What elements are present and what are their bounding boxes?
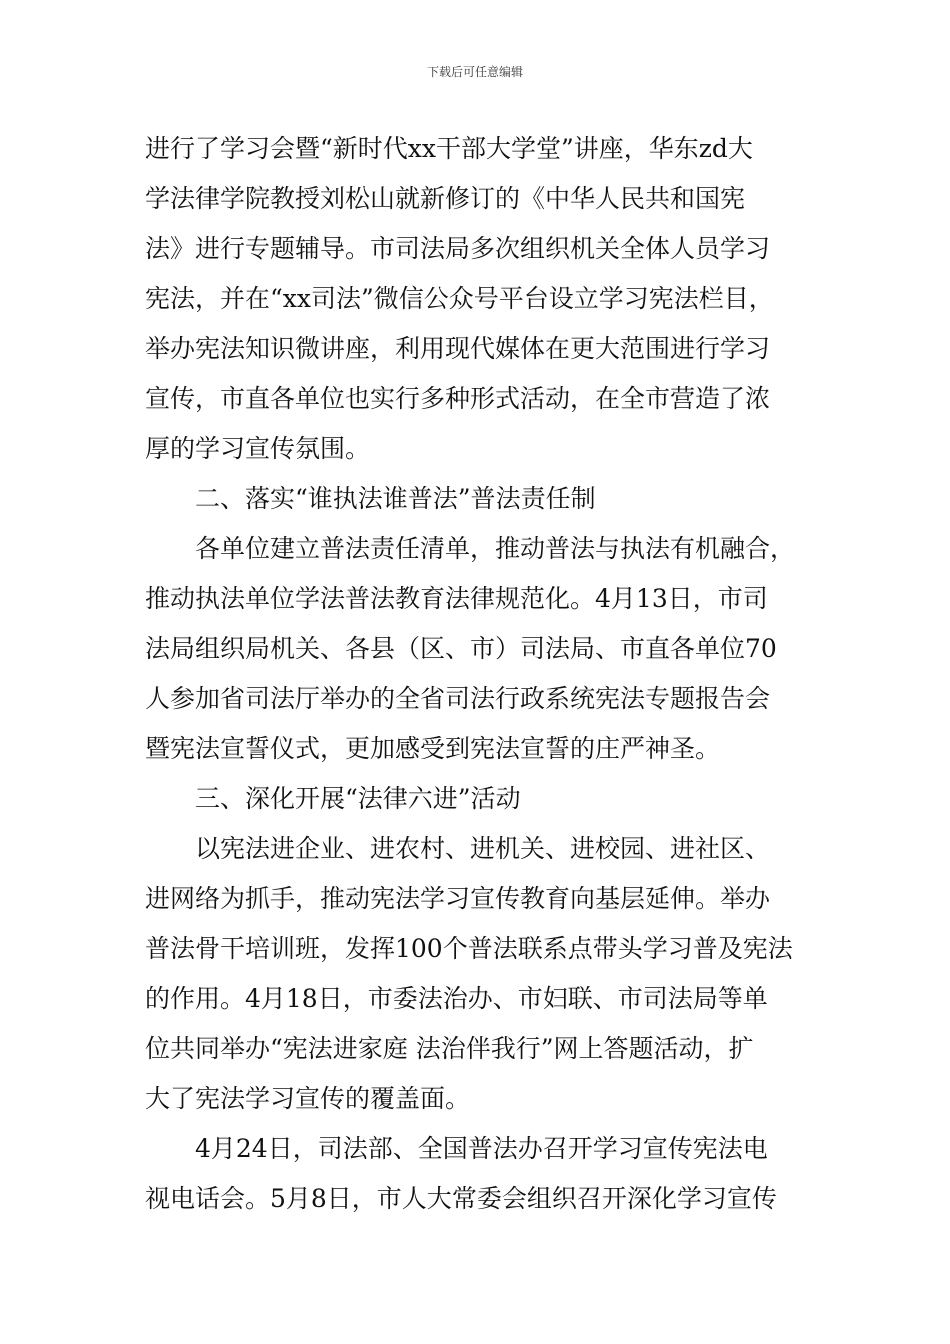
text-line: 法》进行专题辅导。市司法局多次组织机关全体人员学习 [145, 234, 771, 263]
text-line: 的作用。4月18日，市委法治办、市妇联、市司法局等单 [145, 984, 768, 1013]
text-line: 人参加省司法厅举办的全省司法行政系统宪法专题报告会 [145, 684, 771, 713]
text-line: 举办宪法知识微讲座，利用现代媒体在更大范围进行学习 [145, 334, 771, 363]
text-line: 三、深化开展“法律六进”活动 [195, 784, 521, 813]
page-header: 下载后可任意编辑 [426, 65, 523, 79]
text-line: 普法骨干培训班，发挥100个普法联系点带头学习普及宪法 [145, 934, 793, 963]
text-line: 二、落实“谁执法谁普法”普法责任制 [195, 484, 596, 513]
document-body [145, 128, 825, 1228]
text-line: 视电话会。5月8日，市人大常委会组织召开深化学习宣传 [145, 1184, 777, 1213]
text-line: 厚的学习宣传氛围。 [145, 434, 371, 463]
text-line: 4月24日，司法部、全国普法办召开学习宣传宪法电 [195, 1134, 768, 1163]
text-line: 进行了学习会暨“新时代xx干部大学堂”讲座，华东zd大 [145, 134, 753, 163]
text-line: 以宪法进企业、进农村、进机关、进校园、进社区、 [195, 834, 771, 863]
text-line: 进网络为抓手，推动宪法学习宣传教育向基层延伸。举办 [145, 884, 771, 913]
text-line: 学法律学院教授刘松山就新修订的《中华人民共和国宪 [145, 184, 746, 213]
text-line: 暨宪法宣誓仪式，更加感受到宪法宣誓的庄严神圣。 [145, 734, 721, 763]
text-line: 大了宪法学习宣传的覆盖面。 [145, 1084, 471, 1113]
text-line: 法局组织局机关、各县（区、市）司法局、市直各单位70 [145, 634, 777, 663]
text-line: 宣传，市直各单位也实行多种形式活动，在全市营造了浓 [145, 384, 771, 413]
text-line: 各单位建立普法责任清单，推动普法与执法有机融合， [195, 534, 796, 563]
text-line: 位共同举办“宪法进家庭 法治伴我行”网上答题活动，扩 [145, 1034, 754, 1063]
text-line: 推动执法单位学法普法教育法律规范化。4月13日，市司 [145, 584, 768, 613]
text-line: 宪法，并在“xx司法”微信公众号平台设立学习宪法栏目， [145, 284, 774, 313]
